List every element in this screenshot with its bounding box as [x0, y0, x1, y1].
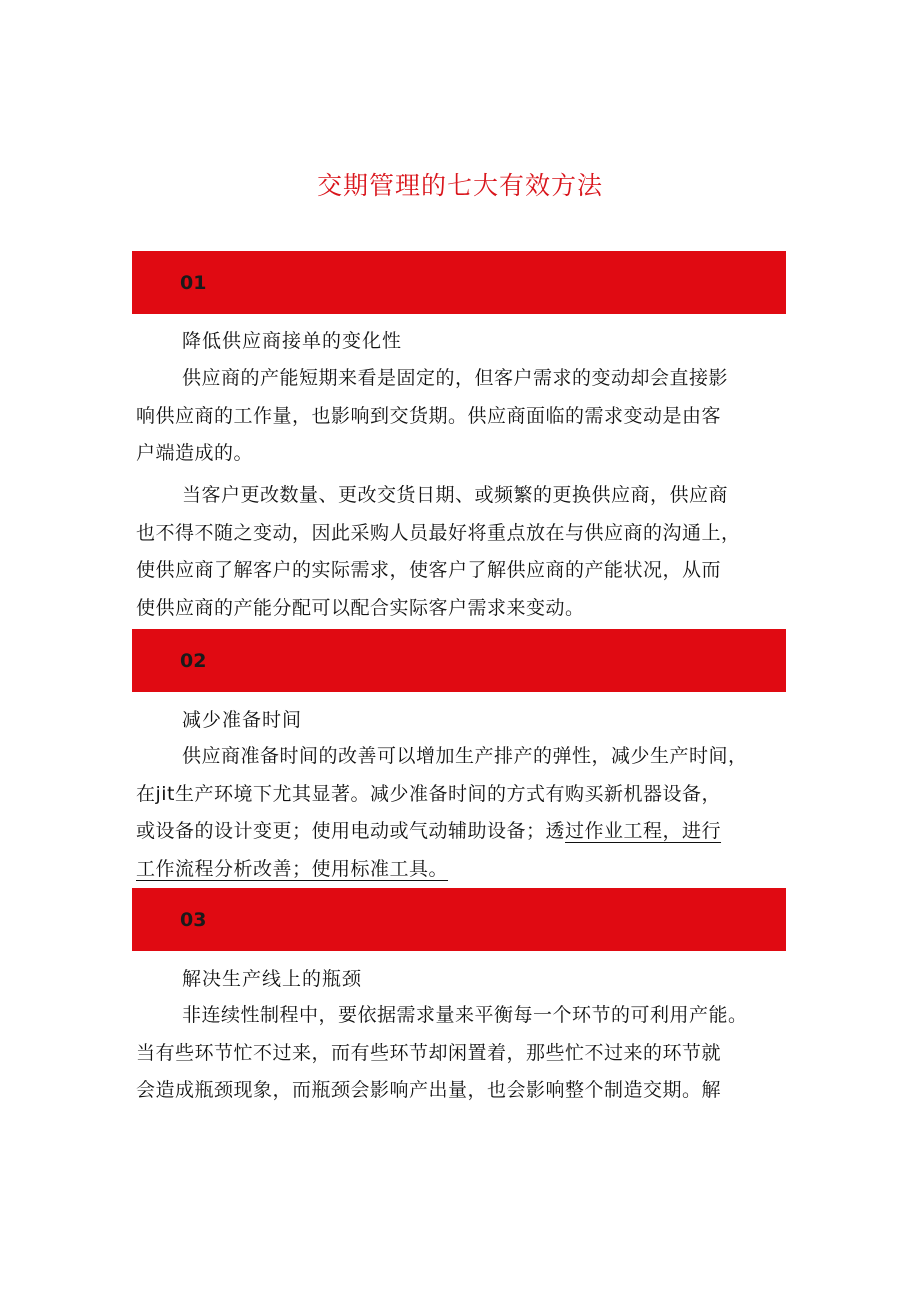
document-title: 交期管理的七大有效方法 — [316, 171, 603, 200]
paragraph-line: 供应商的产能短期来看是固定的，但客户需求的变动却会直接影 — [182, 367, 729, 389]
paragraph — [136, 738, 786, 888]
paragraph-line: 在jit生产环境下尤其显著。减少准备时间的方式有购买新机器设备， — [136, 782, 722, 805]
section-subtitle: 降低供应商接单的变化性 — [182, 330, 403, 352]
section-header-02 — [132, 629, 786, 692]
section-number: 03 — [180, 908, 207, 931]
section-number: 02 — [180, 649, 207, 672]
section-subtitle: 减少准备时间 — [182, 709, 303, 731]
paragraph-line: 使供应商的产能分配可以配合实际客户需求来变动。 — [136, 596, 585, 619]
section-subtitle: 解决生产线上的瓶颈 — [182, 968, 363, 990]
section-number: 01 — [180, 271, 207, 294]
paragraph-line: 供应商准备时间的改善可以增加生产排产的弹性，减少生产时间， — [182, 745, 748, 767]
paragraph-line: 当有些环节忙不过来，而有些环节却闲置着，那些忙不过来的环节就 — [136, 1041, 722, 1064]
paragraph-line — [136, 813, 786, 851]
paragraph-line: 户端造成的。 — [136, 442, 254, 464]
section-header-03 — [132, 888, 786, 951]
paragraph-text: 或设备的设计变更；使用电动或气动辅助设备；透 — [136, 820, 566, 842]
paragraph — [136, 477, 786, 627]
paragraph-line: 也不得不随之变动，因此采购人员最好将重点放在与供应商的沟通上， — [136, 521, 741, 544]
underlined-text: 工作流程分析改善；使用标准工具。 — [136, 857, 449, 880]
paragraph-line: 使供应商了解客户的实际需求，使客户了解供应商的产能状况，从而 — [136, 559, 722, 581]
paragraph — [136, 997, 786, 1110]
paragraph-line: 响供应商的工作量，也影响到交货期。供应商面临的需求变动是由客 — [136, 404, 722, 427]
paragraph-line: 非连续性制程中，要依据需求量来平衡每一个环节的可利用产能。 — [182, 1004, 748, 1026]
underlined-text: 过作业工程，进行 — [565, 820, 722, 842]
paragraph — [136, 360, 786, 473]
paragraph-line: 当客户更改数量、更改交货日期、或频繁的更换供应商，供应商 — [182, 484, 729, 506]
paragraph-line: 会造成瓶颈现象，而瓶颈会影响产出量，也会影响整个制造交期。解 — [136, 1079, 722, 1101]
section-header-01 — [132, 251, 786, 314]
